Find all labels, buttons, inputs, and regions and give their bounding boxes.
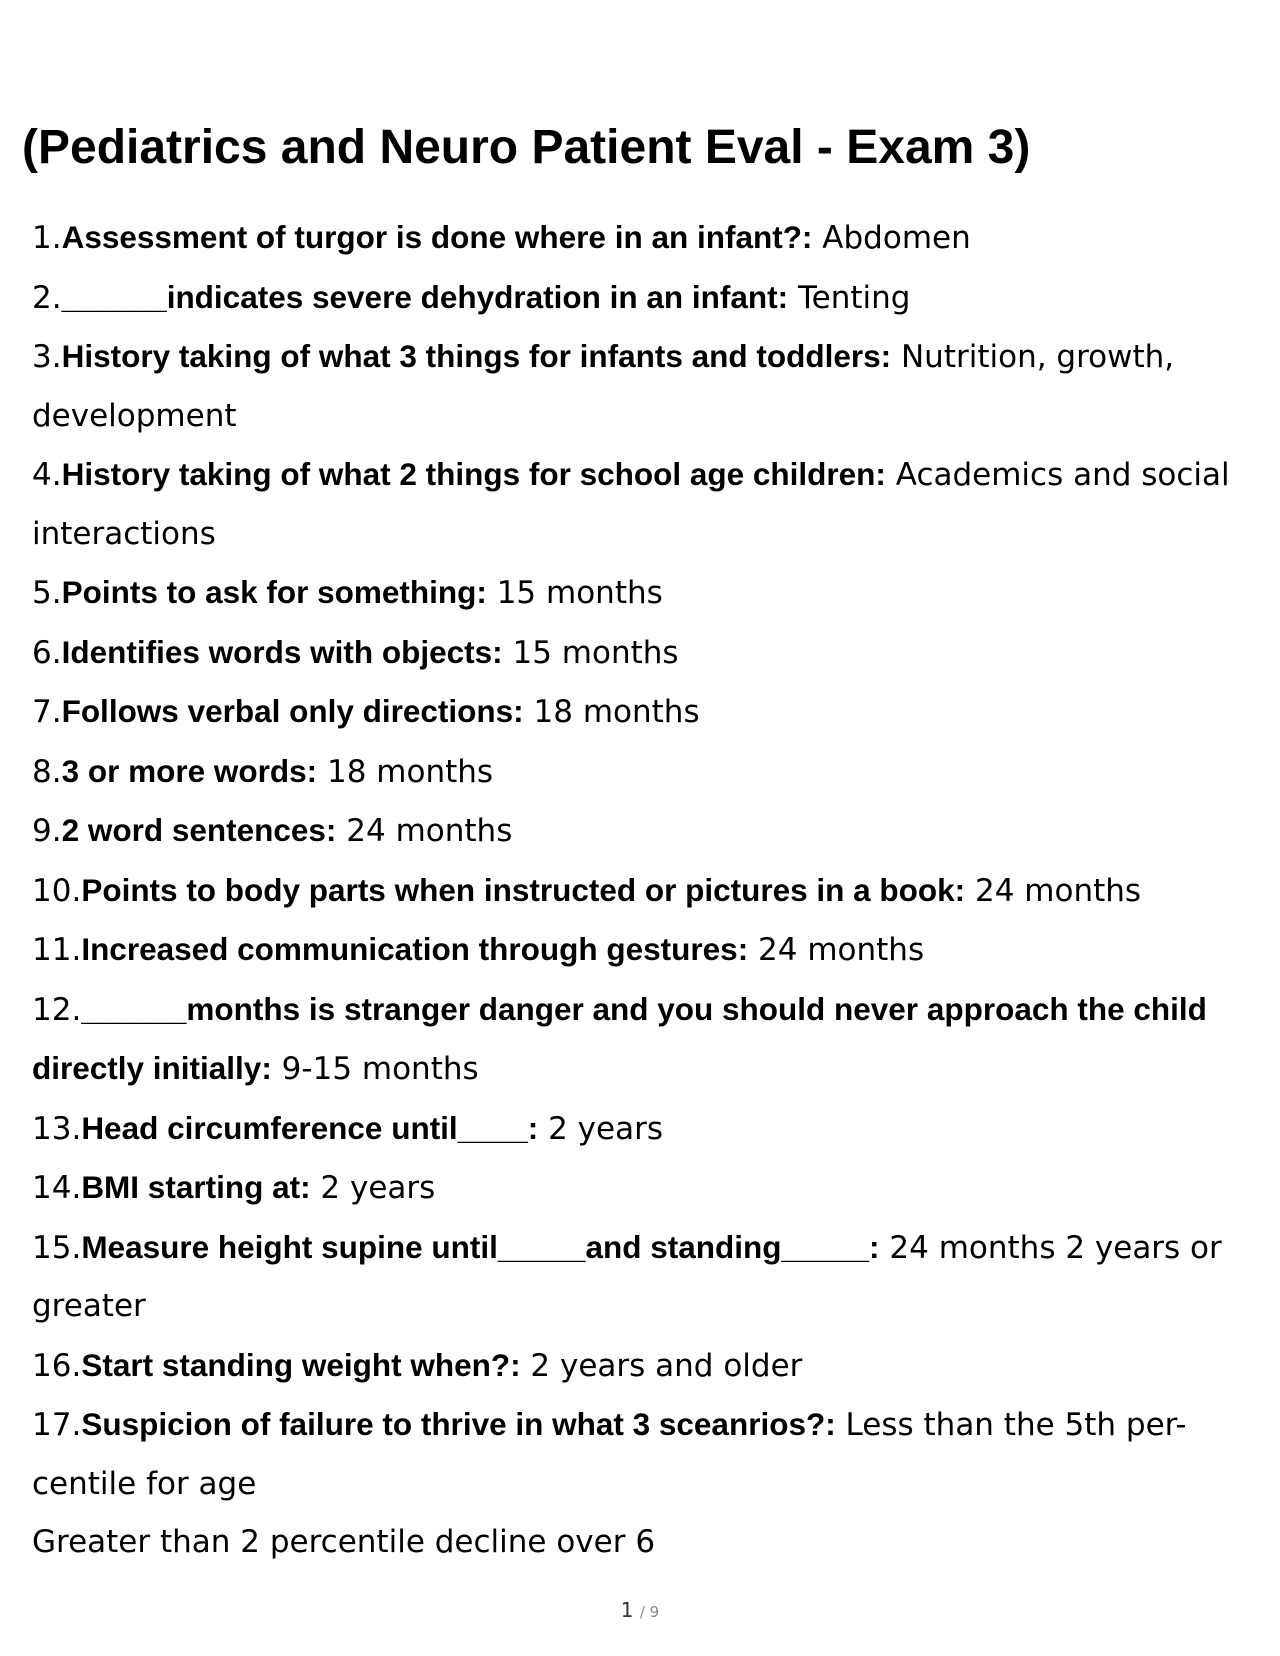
question-item-4 <box>32 445 1252 563</box>
question-text: Measure height supine until_____and standing_____: <box>81 1228 880 1265</box>
question-text: History taking of what 3 things for infants and toddlers: <box>61 338 892 374</box>
question-text: Head circumference until____: <box>81 1109 539 1146</box>
question-text: 3 or more words: <box>61 752 318 789</box>
answer-text: 15 months <box>502 634 679 671</box>
answer-text: 9-15 months <box>271 1051 479 1087</box>
question-item-8 <box>32 742 1252 802</box>
answer-continuation: Greater than 2 percentile decline over 6 <box>32 1524 656 1560</box>
item-number: 11. <box>32 932 82 968</box>
question-text: Points to body parts when instructed or pictures in a book: <box>81 871 966 908</box>
answer-text: 2 years and older <box>520 1347 803 1384</box>
answer-text: Less than the 5th per- centile for age <box>32 1407 1187 1502</box>
question-item-6 <box>32 623 1252 683</box>
answer-text: 2 years <box>310 1170 436 1206</box>
question-item-9 <box>32 801 1252 861</box>
page-indicator <box>0 1598 1280 1622</box>
item-number: 17. <box>32 1407 82 1443</box>
item-number: 9. <box>32 813 62 849</box>
question-item-17 <box>32 1395 1252 1513</box>
item-number: 6. <box>32 634 62 671</box>
item-number: 7. <box>32 694 62 730</box>
item-number: 8. <box>32 753 62 790</box>
item-number: 16. <box>32 1347 82 1384</box>
item-number: 5. <box>32 575 62 611</box>
question-text: Suspicion of failure to thrive in what 3 sceanrios?: <box>81 1406 836 1442</box>
question-item-3 <box>32 327 1252 445</box>
item-number: 1. <box>32 220 62 256</box>
item-number: 3. <box>32 339 62 375</box>
answer-text: Abdomen <box>812 220 971 256</box>
question-item-16 <box>32 1336 1252 1396</box>
page-total: / 9 <box>639 1603 660 1621</box>
question-item-1 <box>32 208 1252 268</box>
question-text: Follows verbal only directions: <box>61 693 524 729</box>
question-text: ______months is stranger danger and you should never approach the child directly initially: <box>32 990 1207 1086</box>
item-number: 14. <box>32 1170 82 1206</box>
answer-text: 15 months <box>486 575 663 611</box>
answer-text: 18 months <box>317 753 494 790</box>
item-number: 15. <box>32 1229 82 1266</box>
question-text: BMI starting at: <box>81 1169 311 1205</box>
question-item-12 <box>32 980 1252 1099</box>
question-text: ______indicates severe dehydration in an infant: <box>61 278 789 315</box>
answer-text: Tenting <box>788 279 911 316</box>
question-text: History taking of what 2 things for school age children: <box>61 456 886 492</box>
question-item-15 <box>32 1218 1252 1336</box>
page-title: (Pediatrics and Neuro Patient Eval - Exam 3) <box>22 121 1031 174</box>
question-text: Points to ask for something: <box>61 574 487 610</box>
answer-text: Academics and social interactions <box>32 457 1230 552</box>
answer-text: 18 months <box>523 694 700 730</box>
answer-text: 2 years <box>538 1110 663 1147</box>
question-item-13 <box>32 1099 1252 1159</box>
question-text: Start standing weight when?: <box>81 1346 521 1383</box>
question-item-7 <box>32 682 1252 742</box>
question-item-11 <box>32 920 1252 980</box>
item-number: 13. <box>32 1110 82 1147</box>
item-number: 4. <box>32 457 62 493</box>
question-text: Assessment of turgor is done where in an infant?: <box>61 219 813 255</box>
question-text: 2 word sentences: <box>61 812 337 848</box>
question-item-14 <box>32 1158 1252 1218</box>
answer-text: 24 months <box>336 813 513 849</box>
item-number: 12. <box>32 991 82 1028</box>
answer-text: 24 months <box>965 872 1142 909</box>
answer-text: 24 months <box>748 932 925 968</box>
item-number: 2. <box>32 279 62 316</box>
answer-text: 24 months 2 years or greater <box>32 1229 1222 1324</box>
question-item-10 <box>32 861 1252 921</box>
question-text: Identifies words with objects: <box>61 633 503 670</box>
question-list <box>32 208 1252 1572</box>
page-current: 1 <box>620 1598 634 1622</box>
answer-text: Nutrition, growth, development <box>32 339 1175 434</box>
item-number: 10. <box>32 872 82 909</box>
question-item-5 <box>32 563 1252 623</box>
question-text: Increased communication through gestures: <box>81 931 749 967</box>
question-item-2 <box>32 268 1252 328</box>
